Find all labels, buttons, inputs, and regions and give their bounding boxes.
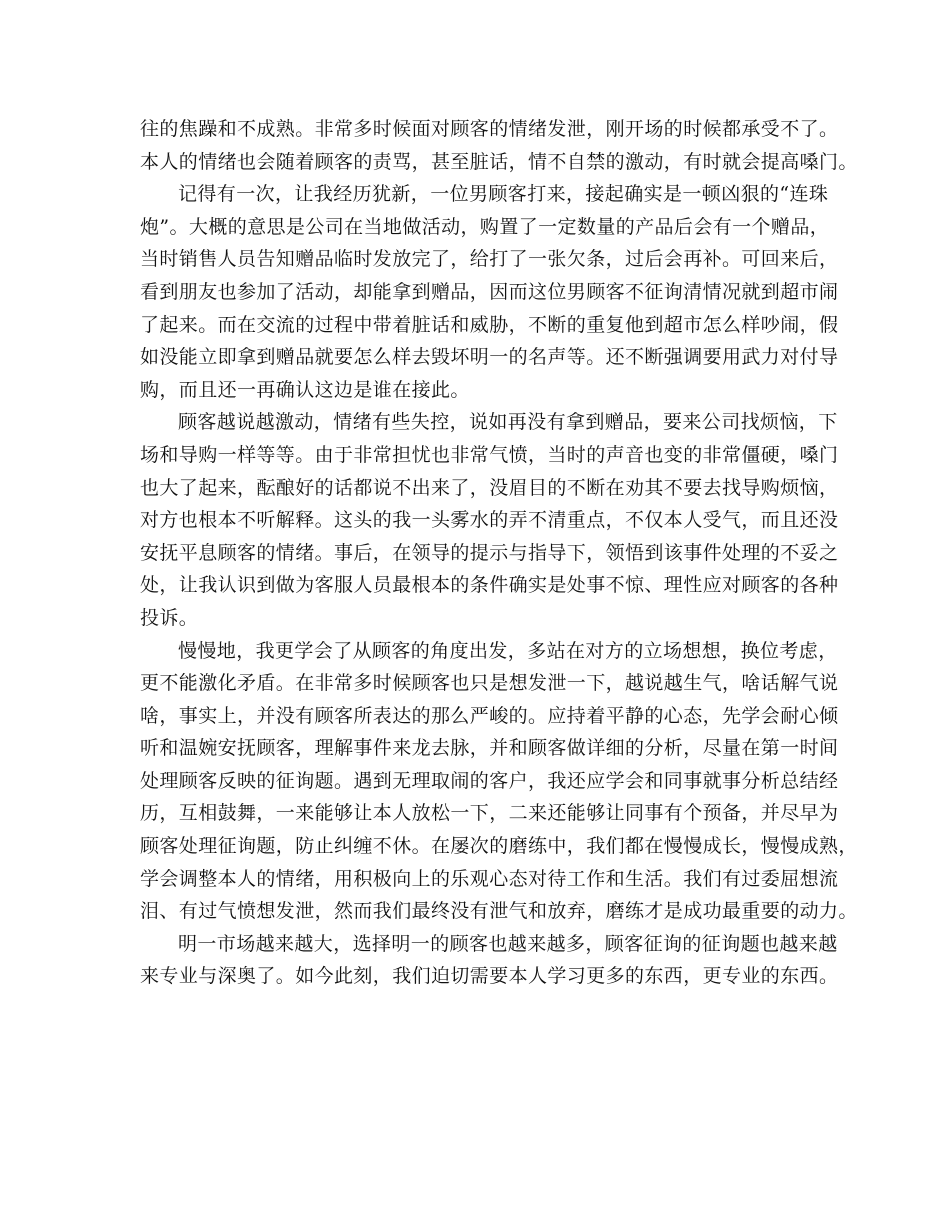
text-line: 学会调整本人的情绪，用积极向上的乐观心态对待工作和生活。我们有过委屈想流 [140,867,839,890]
text-line: 啥，事实上，并没有顾客所表达的那么严峻的。应持着平静的心态，先学会耐心倾 [140,704,839,727]
text-line: 顾客处理征询题，防止纠缠不休。在屡次的磨练中，我们都在慢慢成长，慢慢成熟， [140,835,858,858]
text-line: 炮”。大概的意思是公司在当地做活动，购置了一定数量的产品后会有一个赠品， [140,215,830,238]
text-line: 本人的情绪也会随着顾客的责骂，甚至脏话，情不自禁的激动，有时就会提高嗓门。 [140,150,858,173]
text-line: 顾客越说越激动，情绪有些失控，说如再没有拿到赠品，要来公司找烦恼，下 [178,411,838,434]
text-line: 场和导购一样等等。由于非常担忧也非常气愤，当时的声音也变的非常僵硬，嗓门 [140,443,839,466]
text-line: 了起来。而在交流的过程中带着脏话和威胁，不断的重复他到超市怎么样吵闹，假 [140,313,839,336]
text-line: 购，而且还一再确认这边是谁在接此。 [140,378,470,401]
text-line: 往的焦躁和不成熟。非常多时候面对顾客的情绪发泄，刚开场的时候都承受不了。 [140,118,839,140]
text-line: 如没能立即拿到赠品就要怎么样去毁坏明一的名声等。还不断强调要用武力对付导 [140,346,839,369]
text-line: 记得有一次，让我经历犹新，一位男顾客打来，接起确实是一顿凶狠的“连珠 [178,183,829,206]
text-line: 来专业与深奥了。如今此刻，我们迫切需要本人学习更多的东西，更专业的东西。 [140,965,839,988]
document-body [140,113,858,993]
text-line: 慢慢地，我更学会了从顾客的角度出发，多站在对方的立场想想，换位考虑， [178,639,838,662]
text-line: 也大了起来，酝酿好的话都说不出来了，没眉目的不断在劝其不要去找导购烦恼， [140,476,839,499]
text-line: 更不能激化矛盾。在非常多时候顾客也只是想发泄一下，越说越生气，啥话解气说 [140,672,839,695]
text-line: 当时销售人员告知赠品临时发放完了，给打了一张欠条，过后会再补。可回来后， [140,248,839,271]
text-line: 泪、有过气愤想发泄，然而我们最终没有泄气和放弃，磨练才是成功最重要的动力。 [140,900,858,923]
text-line: 历，互相鼓舞，一来能够让本人放松一下，二来还能够让同事有个预备，并尽早为 [140,802,839,825]
text-line: 处，让我认识到做为客服人员最根本的条件确实是处事不惊、理性应对顾客的各种 [140,574,839,597]
text-line: 明一市场越来越大，选择明一的顾客也越来越多，顾客征询的征询题也越来越 [178,932,838,955]
text-line: 处理顾客反映的征询题。遇到无理取闹的客户，我还应学会和同事就事分析总结经 [140,769,839,792]
text-line: 听和温婉安抚顾客，理解事件来龙去脉，并和顾客做详细的分析，尽量在第一时间 [140,737,839,760]
text-line: 看到朋友也参加了活动，却能拿到赠品，因而这位男顾客不征询清情况就到超市闹 [140,280,839,303]
text-line: 对方也根本不听解释。这头的我一头雾水的弄不清重点，不仅本人受气，而且还没 [140,509,839,532]
text-line: 投诉。 [140,606,199,629]
text-line: 安抚平息顾客的情绪。事后，在领导的提示与指导下，领悟到该事件处理的不妥之 [140,541,839,564]
